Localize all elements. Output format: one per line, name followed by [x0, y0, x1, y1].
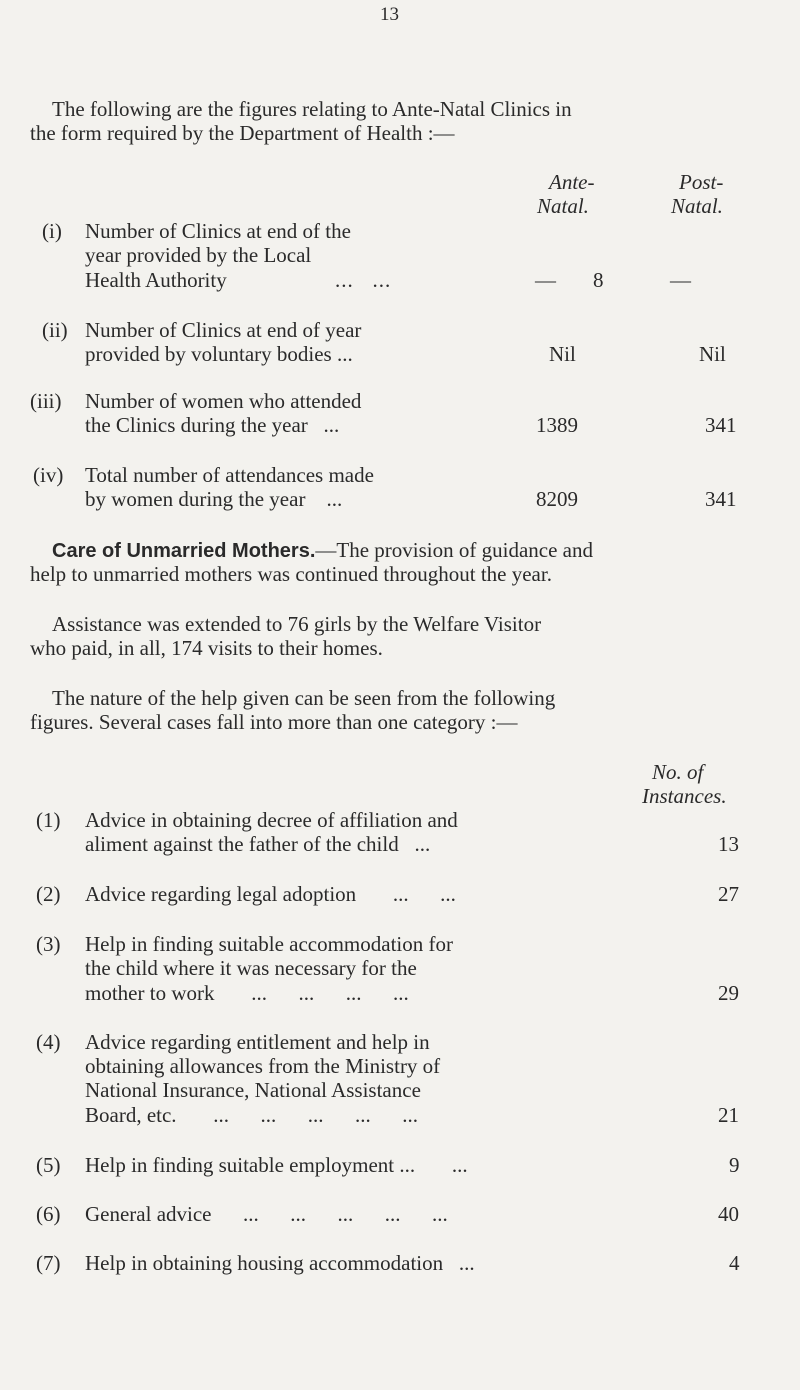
- care-section-heading: Care of Unmarried Mothers.: [52, 540, 316, 562]
- item-line: Help in obtaining housing accommodation ...: [85, 1251, 475, 1275]
- nature-line-2: figures. Several cases fall into more than one category :—: [30, 710, 518, 734]
- ante-natal-header-1: Ante-: [549, 170, 595, 194]
- row-line-1: Total number of attendances made: [85, 463, 374, 487]
- row-line-1: Number of Clinics at end of year: [85, 318, 362, 342]
- intro-line-1: The following are the figures relating to Ante-Natal Clinics in: [52, 97, 572, 121]
- ante-natal-value: 1389: [536, 413, 578, 437]
- item-number: (1): [36, 808, 61, 832]
- item-line: the child where it was necessary for the: [85, 956, 417, 980]
- care-section-line-1: [52, 538, 593, 564]
- row-line-2: provided by voluntary bodies ...: [85, 342, 353, 366]
- assistance-line-1: Assistance was extended to 76 girls by the Welfare Visitor: [52, 612, 542, 636]
- post-natal-value: Nil: [699, 342, 726, 366]
- item-line: aliment against the father of the child ...: [85, 832, 431, 856]
- instances-header-2: Instances.: [642, 784, 727, 808]
- item-line: Advice regarding legal adoption ... ...: [85, 882, 456, 906]
- item-value: 9: [729, 1153, 740, 1177]
- nature-line-1: The nature of the help given can be seen from the following: [52, 686, 556, 710]
- care-section-line-2: help to unmarried mothers was continued throughout the year.: [30, 562, 552, 586]
- leader-dots: ... ...: [335, 268, 392, 292]
- ante-natal-value: Nil: [549, 342, 576, 366]
- row-line-2: the Clinics during the year ...: [85, 413, 340, 437]
- row-line-1: Number of Clinics at end of the: [85, 219, 351, 243]
- item-line: Board, etc. ... ... ... ... ...: [85, 1103, 419, 1127]
- item-line: obtaining allowances from the Ministry of: [85, 1054, 441, 1078]
- item-number: (5): [36, 1153, 61, 1177]
- item-line: General advice ... ... ... ... ...: [85, 1202, 448, 1226]
- item-value: 29: [718, 981, 739, 1005]
- row-number: (iv): [33, 463, 64, 487]
- item-number: (7): [36, 1251, 61, 1275]
- row-number: (ii): [42, 318, 68, 342]
- item-value: 13: [718, 832, 739, 856]
- item-line: Advice regarding entitlement and help in: [85, 1030, 430, 1054]
- ante-natal-value: —: [535, 268, 556, 292]
- ante-natal-header-2: Natal.: [537, 194, 589, 218]
- intro-paragraph: [52, 97, 782, 122]
- item-value: 21: [718, 1103, 739, 1127]
- combined-value: 8: [593, 268, 604, 292]
- item-value: 40: [718, 1202, 739, 1226]
- item-line: National Insurance, National Assistance: [85, 1078, 421, 1102]
- care-section-text: —The provision of guidance and: [315, 538, 593, 562]
- row-line-2: year provided by the Local: [85, 243, 312, 267]
- item-value: 27: [718, 882, 739, 906]
- ante-natal-value: 8209: [536, 487, 578, 511]
- post-natal-value: 341: [705, 413, 737, 437]
- item-value: 4: [729, 1251, 740, 1275]
- item-line: Help in finding suitable accommodation for: [85, 932, 453, 956]
- item-number: (4): [36, 1030, 61, 1054]
- item-number: (6): [36, 1202, 61, 1226]
- assistance-line-2: who paid, in all, 174 visits to their homes.: [30, 636, 383, 660]
- post-natal-header-2: Natal.: [671, 194, 723, 218]
- instances-header-1: No. of: [652, 760, 704, 784]
- intro-line-2: the form required by the Department of Health :—: [30, 121, 455, 145]
- item-line: Advice in obtaining decree of affiliation and: [85, 808, 458, 832]
- item-line: mother to work ... ... ... ...: [85, 981, 409, 1005]
- item-line: Help in finding suitable employment ... ...: [85, 1153, 468, 1177]
- row-number: (iii): [30, 389, 62, 413]
- row-line-2: by women during the year ...: [85, 487, 343, 511]
- intro-paragraph-cont: [30, 121, 760, 146]
- item-number: (3): [36, 932, 61, 956]
- row-line-1: Number of women who attended: [85, 389, 362, 413]
- item-number: (2): [36, 882, 61, 906]
- post-natal-value: —: [670, 268, 691, 292]
- row-line-3: Health Authority: [85, 268, 227, 292]
- post-natal-value: 341: [705, 487, 737, 511]
- row-number: (i): [42, 219, 62, 243]
- page-number: 13: [380, 4, 399, 25]
- post-natal-header-1: Post-: [679, 170, 724, 194]
